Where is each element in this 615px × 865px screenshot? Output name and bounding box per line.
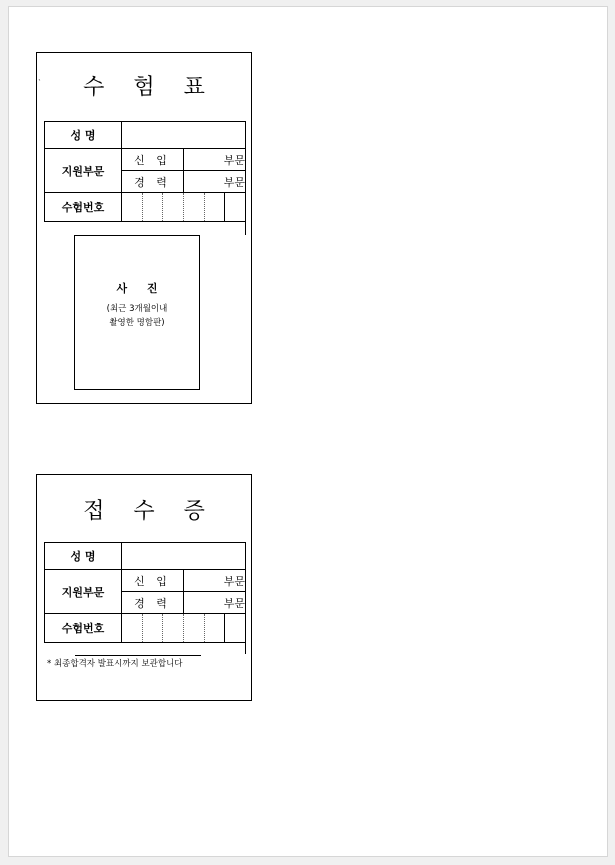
new-label: 신 입	[122, 570, 184, 592]
number-label: 수험번호	[45, 193, 122, 222]
name-label: 성 명	[45, 122, 122, 149]
number-digit-cells[interactable]	[122, 193, 246, 222]
career-label: 경 력	[122, 171, 184, 193]
number-label: 수험번호	[45, 614, 122, 643]
number-row	[45, 614, 246, 643]
name-value-cell[interactable]	[122, 543, 246, 570]
notice-rule	[75, 655, 201, 656]
new-dept-cell[interactable]: 부문	[184, 570, 246, 592]
new-label: 신 입	[122, 149, 184, 171]
corner-mark: `	[38, 79, 42, 87]
dept-new-row	[45, 149, 246, 171]
table-edge-line	[245, 221, 246, 235]
receipt-card	[36, 474, 252, 701]
name-label: 성 명	[45, 543, 122, 570]
number-digit-cells[interactable]	[122, 614, 246, 643]
number-row	[45, 193, 246, 222]
dept-label: 지원부문	[45, 570, 122, 614]
career-dept-cell[interactable]: 부문	[184, 592, 246, 614]
name-value-cell[interactable]	[122, 122, 246, 149]
dept-new-row	[45, 570, 246, 592]
exam-ticket-card	[36, 52, 252, 404]
photo-note-1: (최근 3개월이내	[106, 304, 168, 314]
name-row	[45, 543, 246, 570]
dept-label: 지원부문	[45, 149, 122, 193]
career-dept-cell[interactable]: 부문	[184, 171, 246, 193]
photo-box	[74, 235, 200, 390]
exam-ticket-info-table	[44, 121, 246, 222]
name-row	[45, 122, 246, 149]
photo-note-2: 촬영한 명함판)	[109, 318, 165, 328]
career-label: 경 력	[122, 592, 184, 614]
keep-notice: * 최종합격자 발표시까지 보관합니다	[47, 659, 183, 669]
receipt-info-table	[44, 542, 246, 643]
photo-title: 사 진	[116, 282, 166, 295]
table-edge-line	[245, 642, 246, 654]
receipt-title: 접 수 증	[83, 499, 216, 524]
exam-ticket-title: 수 험 표	[83, 75, 216, 100]
new-dept-cell[interactable]: 부문	[184, 149, 246, 171]
